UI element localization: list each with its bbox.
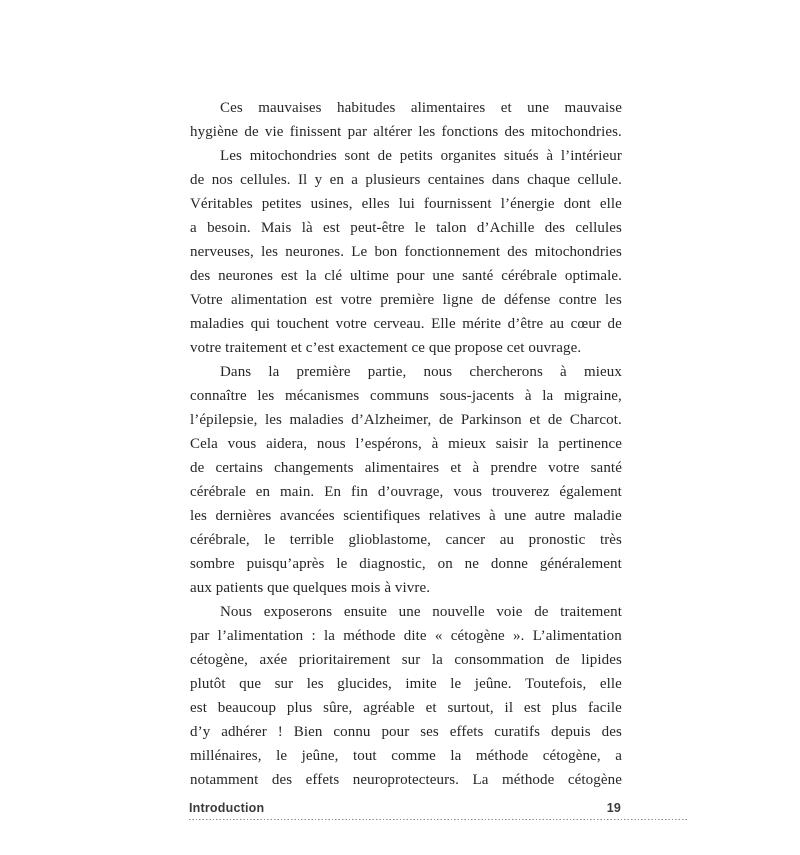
text-line: des neurones est la clé ultime pour une santé cérébrale optimale. [190, 268, 622, 284]
text-line: de nos cellules. Il y en a plusieurs centaines dans chaque cellule. [190, 172, 622, 188]
text-line: cérébrale en main. En fin d’ouvrage, vous trouverez également [190, 484, 622, 500]
text-line: de certains changements alimentaires et à prendre votre santé [190, 460, 622, 476]
text-line: hygiène de vie finissent par altérer les fonctions des mitochondries. [190, 124, 622, 140]
text-block [190, 96, 622, 792]
text-line: maladies qui touchent votre cerveau. Elle mérite d’être au cœur de [190, 316, 622, 332]
text-line: Cela vous aidera, nous l’espérons, à mieux saisir la pertinence [190, 436, 622, 452]
text-line: sombre puisqu’après le diagnostic, on ne donne généralement [190, 556, 622, 572]
text-line: l’épilepsie, les maladies d’Alzheimer, de Parkinson et de Charcot. [190, 412, 622, 428]
text-line: cétogène, axée prioritairement sur la consommation de lipides [190, 652, 622, 668]
text-line: connaître les mécanismes communs sous-jacents à la migraine, [190, 388, 622, 404]
text-line: Les mitochondries sont de petits organites situés à l’intérieur [220, 148, 622, 164]
text-line: millénaires, le jeûne, tout comme la méthode cétogène, a [190, 748, 622, 764]
text-line: est beaucoup plus sûre, agréable et surtout, il est plus facile [190, 700, 622, 716]
text-line: a besoin. Mais là est peut-être le talon d’Achille des cellules [190, 220, 622, 236]
text-line: Véritables petites usines, elles lui fournissent l’énergie dont elle [190, 196, 622, 212]
text-line: par l’alimentation : la méthode dite « cétogène ». L’alimentation [190, 628, 622, 644]
text-line: Dans la première partie, nous chercherons à mieux [220, 364, 622, 380]
text-line: nerveuses, les neurones. Le bon fonctionnement des mitochondries [190, 244, 622, 260]
text-line: Ces mauvaises habitudes alimentaires et une mauvaise [220, 100, 622, 116]
text-line: plutôt que sur les glucides, imite le jeûne. Toutefois, elle [190, 676, 622, 692]
text-line: aux patients que quelques mois à vivre. [190, 580, 431, 596]
footer-section-label: Introduction [189, 801, 265, 815]
text-line: d’y adhérer ! Bien connu pour ses effets curatifs depuis des [190, 724, 622, 740]
text-line: les dernières avancées scientifiques relatives à une autre maladie [190, 508, 622, 524]
footer-page-number: 19 [606, 801, 621, 815]
text-line: Nous exposerons ensuite une nouvelle voie de traitement [220, 604, 622, 620]
text-line: notamment des effets neuroprotecteurs. La méthode cétogène [190, 772, 622, 788]
text-line: cérébrale, le terrible glioblastome, cancer au pronostic très [190, 532, 622, 548]
page-footer [189, 799, 687, 820]
footer-dotted-rule [189, 819, 687, 820]
footer-row [189, 799, 621, 817]
text-line: votre traitement et c’est exactement ce que propose cet ouvrage. [190, 340, 582, 356]
text-line: Votre alimentation est votre première ligne de défense contre les [190, 292, 622, 308]
